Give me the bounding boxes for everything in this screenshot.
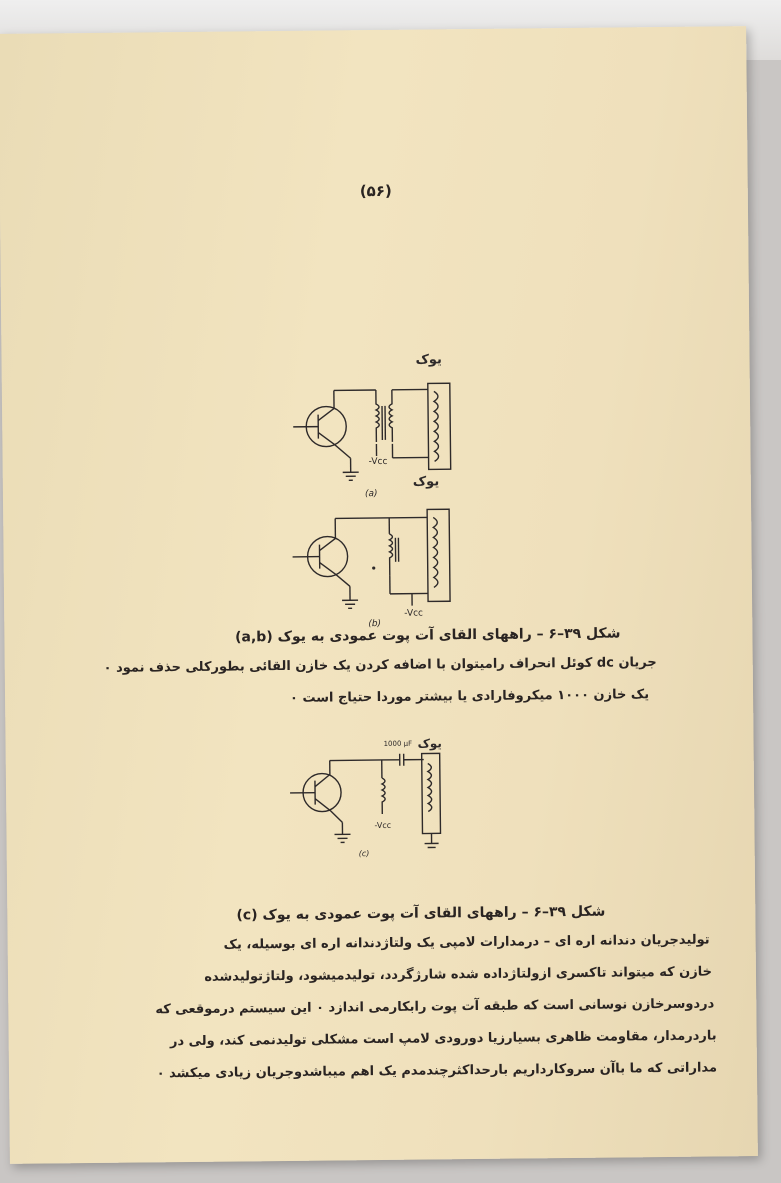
sublabel-c: (c) [358,849,370,859]
page-number: (۵۶) [359,181,392,201]
paragraph1-line1: جریان dc کوئل انحراف رامیتوان با اضافه کردن یک خازن القائی بطورکلی حذف نمود ۰ [103,655,657,676]
figure-ab-caption: شکل ۳۹–۶ – راههای القای آت پوت عمودی به یوک (a,b) [235,625,621,646]
yoke-label-a: یوک [415,352,442,368]
book-page [0,26,758,1164]
circuit-diagram-b [287,469,469,636]
paragraph2-line4: باردرمدار، مقاومت ظاهری بسیارزیا دورودی لامپ است مشکلی تولیدنمی کند، ولی در [169,1028,717,1050]
vcc-label-a: -Vcc [368,456,388,468]
paragraph1-line2: یک خازن ۱۰۰۰ میکروفارادی یا بیشتر موردا حتیاج است ۰ [289,687,650,706]
paragraph2-line5: مداراتی که ما باآن سروکارداریم بارحداکثرچندمدم یک اهم میباشدوجریان زیادی میکشد ۰ [156,1060,718,1082]
paragraph2-line3: دردوسرخازن نوسانی است که طبقه آت پوت رابکارمی اندازد ۰ این سیستم درموقعی که [155,996,715,1018]
vcc-label-b: -Vcc [404,608,424,619]
sublabel-a: (a) [364,489,378,500]
figure-c-caption: شکل ۳۹–۶ – راههای القای آت پوت عمودی به یوک (c) [236,903,606,924]
yoke-label-b: یوک [412,474,440,490]
circuit-diagram-c [287,731,468,863]
paragraph2-line1: تولیدجریان دندانه اره ای – درمدارات لامپی یک ولتاژدندانه اره ای بوسیله، یک [223,932,710,953]
capacitor-label: 1000 μF [383,739,413,748]
yoke-label-c: یوک [417,736,442,751]
vcc-label-c: -Vcc [374,820,392,831]
paragraph2-line2: خازن که میتواند تاکسری ازولتاژداده شده شارژگردد، تولیدمیشود، ولتاژتولیدشده [204,964,713,985]
sublabel-b: (b) [368,618,382,630]
